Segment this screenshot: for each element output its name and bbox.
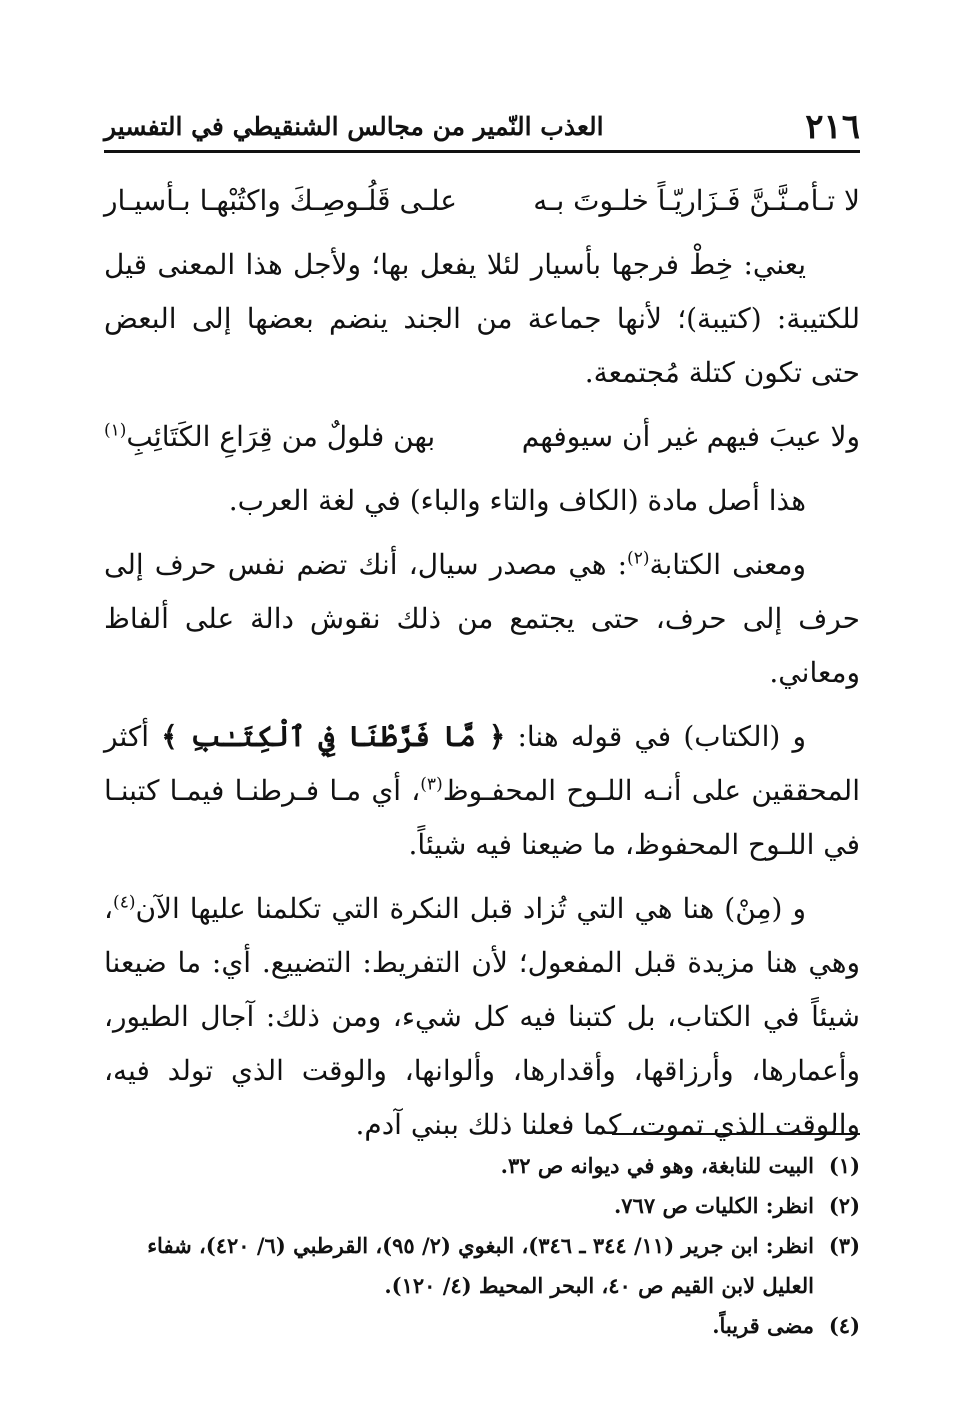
footnote-1-number: (١): [828, 1153, 860, 1178]
footnote-3-number: (٣): [828, 1233, 860, 1258]
paragraph-3-start: ومعنى الكتابة: [649, 548, 806, 581]
paragraph-5: [104, 882, 860, 1152]
footnote-ref-2[interactable]: (٢): [627, 548, 650, 569]
footnote-4-number: (٤): [828, 1313, 860, 1338]
verse-2-first-hemistich: ولا عيبَ فيهم غير أن سيوفهم: [521, 420, 860, 453]
paragraph-4-start: و (الكتاب) في قوله هنا:: [517, 720, 806, 753]
running-title: العذب النّمير من مجالس الشنقيطي في التفسير: [104, 112, 604, 141]
footnote-2: [104, 1186, 860, 1226]
quran-quote: ﴿ مَّا فَرَّطْنَا فِي ٱلْكِتَـٰبِ ﴾: [161, 720, 506, 753]
footnote-2-text: انظر: الكليات ص ٧٦٧.: [613, 1193, 814, 1218]
footnote-ref-1[interactable]: (١): [104, 420, 127, 441]
paragraph-4-rest: ، أي مـا فـرطنـا فيمـا كتبنـا في اللـوح المحفوظ، ما ضيعنا فيه شيئاً.: [104, 774, 860, 861]
footnote-3: [104, 1226, 860, 1306]
paragraph-5-start: و (مِنْ) هنا هي التي تُزاد قبل النكرة التي تكلمنا عليها الآن: [135, 892, 806, 925]
paragraph-3: [104, 538, 860, 700]
footnote-4-text: مضى قريباً.: [712, 1313, 814, 1338]
footnote-ref-3[interactable]: (٣): [420, 774, 443, 795]
footnote-4: [104, 1306, 860, 1346]
verse-2-second-hemistich-wrap: [104, 410, 435, 464]
footnote-2-number: (٢): [828, 1193, 860, 1218]
verse-2-second-hemistich: بهن فلولٌ من قِرَاعِ الكَتَائِبِ: [126, 420, 436, 453]
paragraph-1: يعني: خِطْ فرجها بأسيار لئلا يفعل بها؛ ولأجل هذا المعنى قيل للكتيبة: (كتيبة)؛ لأنها جماعة من الجند ينضم بعضها إلى البعض حتى تكون كتلة مُجتمعة.: [104, 248, 860, 389]
verse-1-first-hemistich: لا تـأمـنَّـنَّ فَـزَاريّـاً خلـوتَ بـه: [533, 184, 860, 217]
main-text: [104, 168, 860, 1162]
footnote-separator: [612, 1133, 860, 1135]
footnote-1-text: البيت للنابغة، وهو في ديوانه ص ٣٢.: [500, 1153, 814, 1178]
paragraph-3-rest: : هي مصدر سيال، أنك تضم نفس حرف إلى حرف إلى حرف، حتى يجتمع من ذلك نقوش دالة على ألفاظ ومعاني.: [104, 548, 860, 689]
poetry-verse-2: [104, 410, 860, 464]
footnotes: [104, 1146, 860, 1346]
paragraph-4: [104, 710, 860, 872]
footnote-3-text: انظر: ابن جرير (١١/ ٣٤٤ ـ ٣٤٦)، البغوي (٢/ ٩٥)، القرطبي (٦/ ٤٢٠)، شفاء العليل لابن القيم ص ٤٠، البحر المحيط (٤/ ١٢٠).: [147, 1233, 814, 1298]
footnote-ref-4[interactable]: (٤): [113, 892, 136, 913]
paragraph-2: هذا أصل مادة (الكاف والتاء والباء) في لغة العرب.: [228, 484, 806, 517]
footnote-1: [104, 1146, 860, 1186]
paragraph-5-rest: ، وهي هنا مزيدة قبل المفعول؛ لأن التفريط: التضييع. أي: ما ضيعنا شيئاً في الكتاب، بل كتبنا فيه كل شيء، ومن ذلك: آجال الطيور، وأعمارها، وأرزاقها، وأقدارها، وألوانها، والوقت الذي تولد فيه، والوقت الذي تموت، كما فعلنا ذلك ببني آدم.: [104, 892, 860, 1141]
page-number: ٢١٦: [805, 107, 860, 147]
paragraph-4-middle: أكثر المحققين على أنـه اللـوح المحفـوظ: [104, 720, 860, 807]
poetry-verse-1: [104, 174, 860, 228]
page-header: [104, 100, 860, 153]
verse-1-second-hemistich: علـى قَلُـوصِـكَ واكتُبْهـا بـأسيـار: [104, 184, 457, 217]
